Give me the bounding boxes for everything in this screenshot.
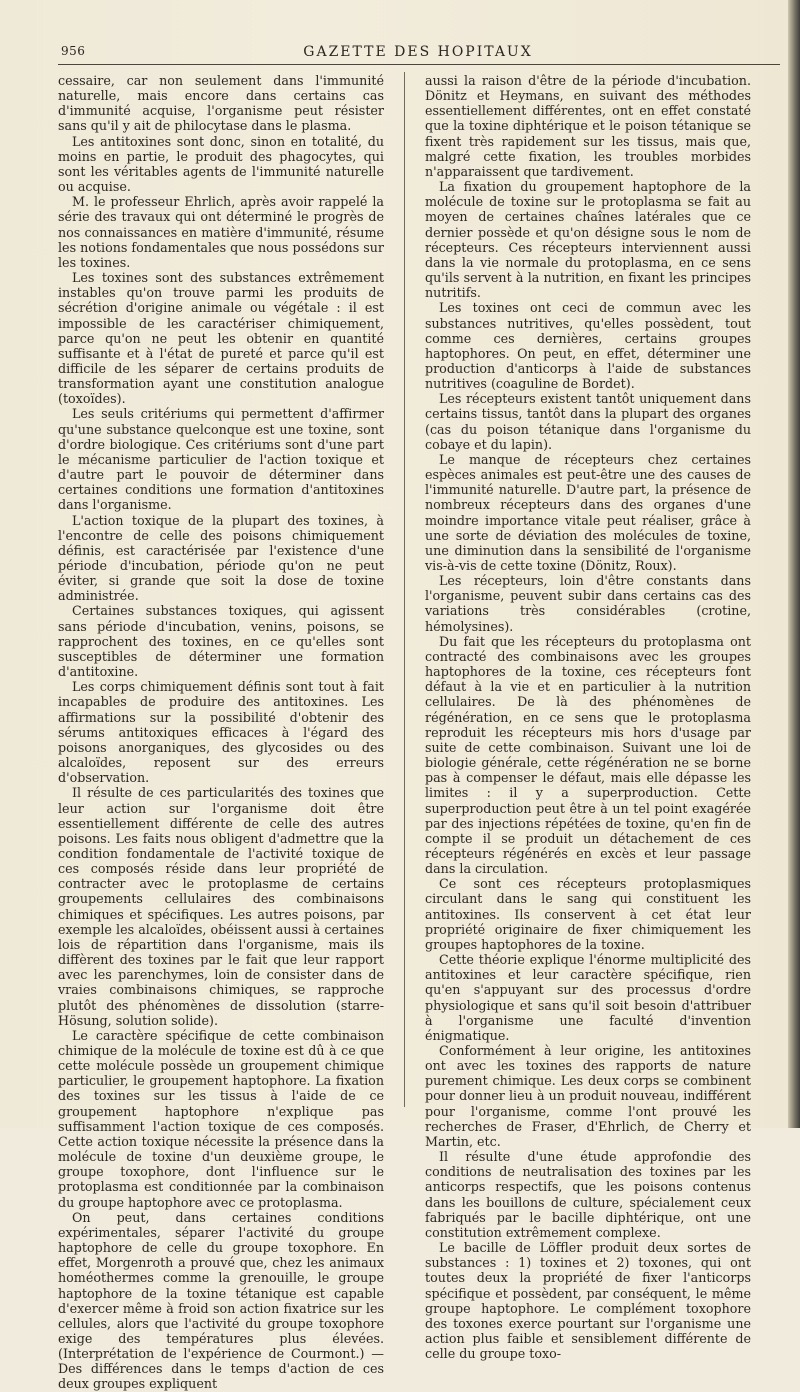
paragraph: Cette théorie explique l'énorme multiplicité des antitoxines et leur caractère spécifique, rien qu'en s'appuyant sur des processus d'ordre physiologique et sans qu'il soit besoin d'attribuer à l'organisme une faculté d'invention énigmatique. [425, 952, 751, 1043]
paragraph: Les récepteurs existent tantôt uniquement dans certains tissus, tantôt dans la plupart des organes (cas du poison tétanique dans l'organisme du cobaye et du lapin). [425, 391, 751, 452]
paragraph: Il résulte d'une étude approfondie des conditions de neutralisation des toxines par les anticorps respectifs, que les poisons contenus dans les bouillons de culture, spécialement ceux fabriqués par le bacille diphtérique, ont une constitution extrêmement complexe. [425, 1149, 751, 1240]
paragraph: Ce sont ces récepteurs protoplasmiques circulant dans le sang qui constituent les antitoxines. Ils conservent à cet état leur propriété originaire de fixer chimiquement les groupes haptophores de la toxine. [425, 876, 751, 952]
paragraph: Le caractère spécifique de cette combinaison chimique de la molécule de toxine est dû à ce que cette molécule possède un groupement chimique particulier, le groupement haptophore. La fixation des toxines sur les tissus à l'aide de ce groupement haptophore n'explique pas suffisamment l'action toxique de ces composés. Cette action toxique nécessite la présence dans la molécule de toxine d'un deuxième groupe, le groupe toxophore, dont l'influence sur le protoplasma est conditionnée par la combinaison du groupe haptophore avec ce protoplasma. [58, 1027, 384, 1210]
paragraph: Les antitoxines sont donc, sinon en totalité, du moins en partie, le produit des phagocytes, qui sont les véritables agents de l'immunité naturelle ou acquise. [58, 133, 384, 195]
column-divider [404, 72, 405, 1107]
left-column [58, 73, 384, 1392]
page-header [58, 44, 778, 64]
paragraph: Les corps chimiquement définis sont tout à fait incapables de produire des antitoxines. Les affirmations sur la possibilité d'obtenir des sérums antitoxiques efficaces à l'égard des poisons anorganiques, des glycosides ou des alcaloïdes, reposent sur des erreurs d'observation. [58, 679, 384, 786]
paragraph: cessaire, car non seulement dans l'immunité naturelle, mais encore dans certains cas d'immunité acquise, l'organisme peut résister sans qu'il y ait de philocytase dans le plasma. [58, 73, 384, 134]
paragraph: Les récepteurs, loin d'être constants dans l'organisme, peuvent subir dans certains cas des variations très considérables (crotine, hémolysines). [425, 573, 751, 634]
paragraph: Certaines substances toxiques, qui agissent sans période d'incubation, venins, poisons, se rapprochent des toxines, en ce qu'elles sont susceptibles de déterminer une formation d'antitoxine. [58, 603, 384, 680]
page-number: 956 [61, 44, 86, 58]
paragraph: Les toxines ont ceci de commun avec les substances nutritives, qu'elles possèdent, tout comme ces dernières, certains groupes haptophores. On peut, en effet, déterminer une production d'anticorps à l'aide de substances nutritives (coaguline de Bordet). [425, 300, 751, 392]
paragraph: On peut, dans certaines conditions expérimentales, séparer l'activité du groupe haptophore de celle du groupe toxophore. En effet, Morgenroth a prouvé que, chez les animaux homéothermes comme la grenouille, le groupe haptophore de la toxine tétanique est capable d'exercer même à froid son action fixatrice sur les cellules, alors que l'activité du groupe toxophore exige des températures plus élevées. (Interprétation de l'expérience de Courmont.) — Des différences dans le temps d'action de ces deux groupes expliquent [58, 1209, 384, 1392]
paragraph: Conformément à leur origine, les antitoxines ont avec les toxines des rapports de nature purement chimique. Les deux corps se combinent pour donner lieu à un produit nouveau, indifférent pour l'organisme, comme l'ont prouvé les recherches de Fraser, d'Ehrlich, de Cherry et Martin, etc. [425, 1043, 751, 1149]
paragraph: Le manque de récepteurs chez certaines espèces animales est peut-être une des causes de l'immunité naturelle. D'autre part, la présence de nombreux récepteurs dans des organes d'une moindre importance vitale peut réaliser, grâce à une sorte de déviation des molécules de toxine, une diminution dans la sensibilité de l'organisme vis-à-vis de cette toxine (Dönitz, Roux). [425, 451, 751, 573]
paragraph: La fixation du groupement haptophore de la molécule de toxine sur le protoplasma se fait au moyen de certaines chaînes latérales que ce dernier possède et qu'on désigne sous le nom de récepteurs. Ces récepteurs interviennent aussi dans la vie normale du protoplasma, en ce sens qu'ils servent à la nutrition, en fixant les principes nutritifs. [425, 179, 751, 301]
paragraph: Les toxines sont des substances extrêmement instables qu'on trouve parmi les produits de sécrétion d'origine animale ou végétale : il est impossible de les caractériser chimiquement, parce qu'on ne peut les obtenir en quantité suffisante et à l'état de pureté et parce qu'il est difficile de les séparer de certains produits de transformation ayant une constitution analogue (toxoïdes). [58, 270, 384, 407]
paragraph: Les seuls critériums qui permettent d'affirmer qu'une substance quelconque est une toxine, sont d'ordre biologique. Ces critériums sont d'une part le mécanisme particulier de l'action toxique et d'autre part le pouvoir de déterminer dans certaines conditions une formation d'antitoxines dans l'organisme. [58, 406, 384, 513]
journal-title: GAZETTE DES HOPITAUX [303, 44, 533, 60]
page-edge-shadow [788, 0, 800, 1128]
paragraph: L'action toxique de la plupart des toxines, à l'encontre de celle des poisons chimiquement définis, est caractérisée par l'existence d'une période d'incubation, période qu'on ne peut éviter, si grande que soit la dose de toxine administrée. [58, 512, 384, 604]
paragraph: M. le professeur Ehrlich, après avoir rappelé la série des travaux qui ont déterminé le progrès de nos connaissances en matière d'immunité, résume les notions fondamentales que nous possédons sur les toxines. [58, 194, 384, 270]
paragraph: Du fait que les récepteurs du protoplasma ont contracté des combinaisons avec les groupes haptophores de la toxine, ces récepteurs font défaut à la vie et en particulier à la nutrition cellulaires. De là des phénomènes de régénération, en ce sens que le protoplasma reproduit les récepteurs mis hors d'usage par suite de cette combinaison. Suivant une loi de biologie générale, cette régénération ne se borne pas à compenser le défaut, mais elle dépasse les limites : il y a superproduction. Cette superproduction peut être à un tel point exagérée par des injections répétées de toxine, qu'en fin de compte il se produit un détachement de ces récepteurs régénérés en excès et leur passage dans la circulation. [425, 633, 751, 877]
paragraph: aussi la raison d'être de la période d'incubation. Dönitz et Heymans, en suivant des méthodes essentiellement différentes, ont en effet constaté que la toxine diphtérique et le poison tétanique se fixent très rapidement sur les tissus, mais que, malgré cette fixation, les troubles morbides n'apparaissent que tardivement. [425, 73, 751, 179]
paragraph: Le bacille de Löffler produit deux sortes de substances : 1) toxines et 2) toxones, qui ont toutes deux la propriété de fixer l'anticorps spécifique et possèdent, par conséquent, le même groupe haptophore. Le complément toxophore des toxones exerce pourtant sur l'organisme une action plus faible et sensiblement différente de celle du groupe toxo- [425, 1240, 751, 1362]
right-column [425, 73, 751, 1362]
header-rule [58, 64, 780, 65]
paragraph: Il résulte de ces particularités des toxines que leur action sur l'organisme doit être essentiellement différente de celle des autres poisons. Les faits nous obligent d'admettre que la condition fondamentale de l'activité toxique de ces composés réside dans leur propriété de contracter avec le protoplasme de certains groupements cellulaires des combinaisons chimiques et spécifiques. Les autres poisons, par exemple les alcaloïdes, obéissent aussi à certaines lois de répartition dans l'organisme, mais ils diffèrent des toxines par le fait que leur rapport avec les parenchymes, loin de consister dans de vraies combinaisons chimiques, se rapproche plutôt des phénomènes de dissolution (starre-Hösung, solution solide). [58, 785, 384, 1028]
